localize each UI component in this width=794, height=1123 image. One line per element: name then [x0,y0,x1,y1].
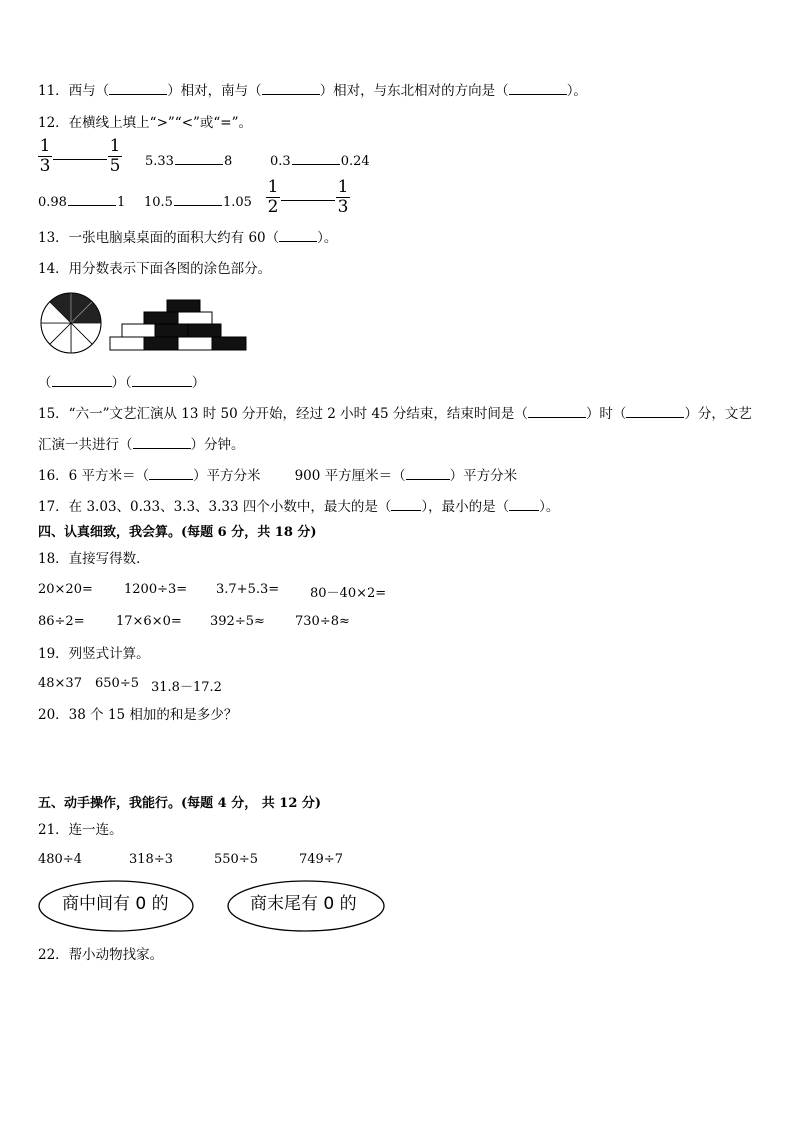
compare-r2c1: 0.98 1 [38,195,126,210]
calc-item: 650÷5 [95,676,139,691]
calc-item: 1200÷3= [124,582,188,597]
fraction: $\frac{1}{3}$ [337,177,349,217]
shaded-brick-figure [108,298,248,354]
answer-blank[interactable] [391,498,421,511]
section-4-heading: 四、认真细致，我会算。(每题 6 分，共 18 分) [38,525,317,540]
question-18-title: 18．直接写得数． [38,551,150,567]
question-11 [38,82,587,100]
answer-blank[interactable] [52,374,112,387]
fraction: $\frac{1}{2}$ [267,177,279,217]
question-19-title: 19．列竖式计算。 [38,646,150,662]
answer-blank[interactable] [132,374,192,387]
answer-blank[interactable] [406,467,450,480]
question-17: 17．在 3.03、0.33、3.3、3.33 四个小数中，最大的是（ ），最小的是（ ）。 [38,499,560,515]
answer-blank[interactable] [109,82,167,95]
calc-item: 730÷8≈ [295,614,350,629]
question-16: 16．6 平方米＝（ ）平方分米 900 平方厘米＝（ ）平方分米 [38,468,518,484]
compare-blank[interactable] [174,193,222,206]
question-15-line1: 15．“六一”文艺汇演从 13 时 50 分开始，经过 2 小时 45 分结束，结束时间是（ ）时（ ）分，文艺 [38,406,752,422]
answer-blank[interactable] [509,498,539,511]
oval-label-end-zero: 商末尾有 0 的 [250,894,357,914]
division-item[interactable]: 480÷4 [38,852,82,867]
answer-blank[interactable] [149,467,193,480]
question-14-answers: （ ）（ ） [38,375,206,391]
calc-item: 80－40×2= [310,586,387,601]
compare-r1c1 [38,138,122,175]
division-item[interactable]: 550÷5 [214,852,258,867]
compare-r1c3: 0.3 0.24 [270,154,370,169]
answer-blank[interactable] [509,82,567,95]
compare-blank[interactable] [68,193,116,206]
calc-item: 392÷5≈ [210,614,265,629]
division-item[interactable]: 749÷7 [299,852,343,867]
compare-r2c3 [266,179,350,216]
compare-blank[interactable] [175,152,223,165]
section-5-heading: 五、动手操作，我能行。(每题 4 分， 共 12 分) [38,796,322,811]
compare-blank[interactable] [281,188,335,201]
question-14-title: 14．用分数表示下面各图的涂色部分。 [38,261,272,277]
compare-r1c2: 5.33 8 [145,154,233,169]
question-22-title: 22．帮小动物找家。 [38,947,164,963]
answer-blank[interactable] [528,405,586,418]
q11-text-b: ）相对，南与（ [167,83,262,99]
answer-blank[interactable] [262,82,320,95]
question-20-title: 20．38 个 15 相加的和是多少？ [38,707,238,723]
calc-item: 86÷2= [38,614,85,629]
shaded-circle-figure [38,290,104,356]
answer-blank[interactable] [626,405,684,418]
oval-label-middle-zero: 商中间有 0 的 [62,894,169,914]
compare-blank[interactable] [53,147,107,160]
calc-item: 20×20= [38,582,93,597]
calc-item: 17×6×0= [116,614,182,629]
compare-r2c2: 10.5 1.05 [144,195,252,210]
calc-item: 31.8－17.2 [151,680,222,695]
question-12-title: 12．在横线上填上“>”“<”或“=”。 [38,115,253,131]
q11-text-c: ）相对，与东北相对的方向是（ [319,83,509,99]
calc-item: 48×37 [38,676,82,691]
question-15-line2: 汇演一共进行（ ）分钟。 [38,437,245,453]
calc-item: 3.7+5.3= [216,582,280,597]
division-item[interactable]: 318÷3 [129,852,173,867]
q11-text-a: 11．西与（ [38,83,110,99]
compare-blank[interactable] [292,152,340,165]
answer-blank[interactable] [133,436,191,449]
question-21-title: 21．连一连。 [38,822,123,838]
fraction: $\frac{1}{5}$ [109,136,121,176]
fraction: $\frac{1}{3}$ [39,136,51,176]
q11-text-d: ）。 [566,83,587,99]
answer-blank[interactable] [279,229,317,242]
question-13: 13．一张电脑桌桌面的面积大约有 60（ ）。 [38,230,338,246]
